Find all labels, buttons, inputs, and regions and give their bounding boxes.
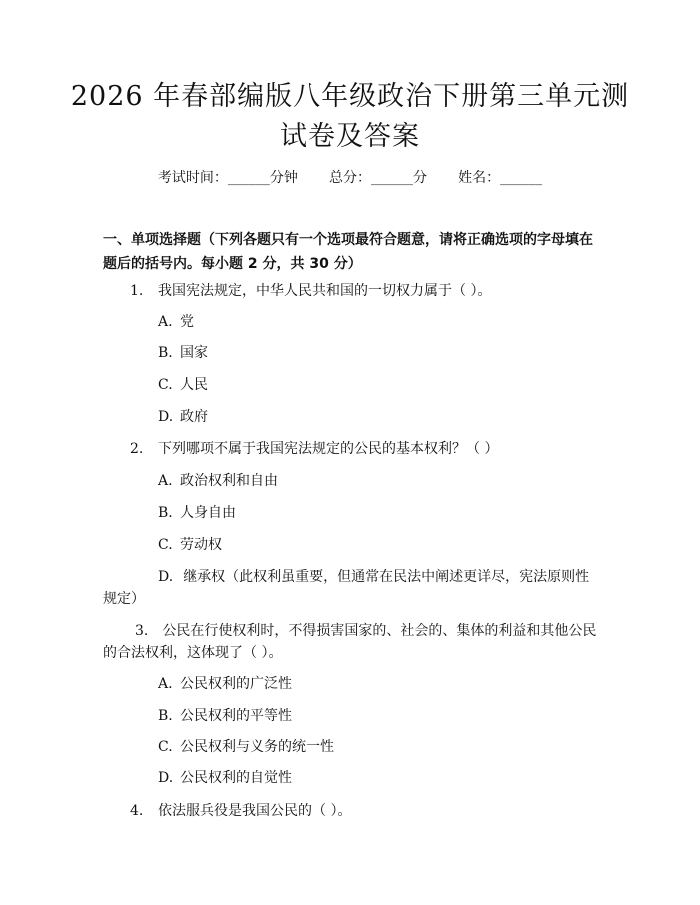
question-text: 下列哪项不属于我国宪法规定的公民的基本权利？（ ） <box>158 441 499 457</box>
student-name-field: 姓名：______ <box>458 170 543 186</box>
page-title-line2: 试卷及答案 <box>280 121 420 152</box>
option-text: 公民权利与义务的统一性 <box>180 739 334 755</box>
option-text: 人民 <box>180 377 208 393</box>
option-text: 劳动权 <box>180 537 222 553</box>
option-text: 公民权利的广泛性 <box>180 676 292 692</box>
exam-meta <box>0 168 700 188</box>
question-number: 4. <box>130 803 144 819</box>
question-3-option-a <box>158 673 292 695</box>
option-letter: C. <box>158 537 173 553</box>
option-text: 党 <box>180 314 194 330</box>
question-3-option-d <box>158 767 292 789</box>
question-number: 1. <box>130 283 144 299</box>
question-text: 公民在行使权利时，不得损害国家的、社会的、集体的利益和其他公民的合法权利，这体现了（ ）。 <box>103 623 597 661</box>
option-text: 政府 <box>180 409 208 425</box>
option-letter: C. <box>158 377 173 393</box>
question-2-option-c <box>158 534 222 556</box>
question-3-option-c <box>158 736 334 758</box>
question-1-option-b <box>158 342 208 364</box>
option-letter: D. <box>158 569 174 585</box>
option-letter: A. <box>158 676 173 692</box>
page-title-line1: 2026 年春部编版八年级政治下册第三单元测 <box>70 81 630 112</box>
question-1-option-c <box>158 374 208 396</box>
option-text: 国家 <box>180 345 208 361</box>
option-letter: A. <box>158 314 173 330</box>
question-number: 3. <box>135 623 149 639</box>
option-text: 公民权利的自觉性 <box>180 770 292 786</box>
option-text: 继承权（此权利虽重要，但通常在民法中阐述更详尽，宪法原则性规定） <box>103 569 590 607</box>
question-2 <box>130 438 498 460</box>
question-1-option-a <box>158 311 194 333</box>
question-number: 2. <box>130 441 144 457</box>
question-1-option-d <box>158 406 208 428</box>
option-letter: B. <box>158 708 173 724</box>
total-score-field: 总分：______分 <box>329 170 427 186</box>
option-letter: B. <box>158 345 173 361</box>
option-letter: B. <box>158 505 173 521</box>
question-2-option-b <box>158 502 236 524</box>
option-letter: A. <box>158 473 173 489</box>
question-3-option-b <box>158 705 292 727</box>
question-text: 我国宪法规定，中华人民共和国的一切权力属于（ ）。 <box>158 283 492 299</box>
option-letter: D. <box>158 770 174 786</box>
option-text: 政治权利和自由 <box>180 473 278 489</box>
question-4 <box>130 800 351 822</box>
question-2-option-a <box>158 470 278 492</box>
option-text: 人身自由 <box>180 505 236 521</box>
question-3 <box>103 620 603 664</box>
option-letter: C. <box>158 739 173 755</box>
question-1 <box>130 280 491 302</box>
exam-time-field: 考试时间：______分钟 <box>157 170 298 186</box>
option-text: 公民权利的平等性 <box>180 708 292 724</box>
question-text: 依法服兵役是我国公民的（ ）。 <box>158 803 352 819</box>
question-2-option-d <box>103 566 603 610</box>
option-letter: D. <box>158 409 174 425</box>
section-heading: 一、单项选择题（下列各题只有一个选项最符合题意，请将正确选项的字母填在题后的括号内。每小题 2 分，共 30 分） <box>103 232 593 272</box>
